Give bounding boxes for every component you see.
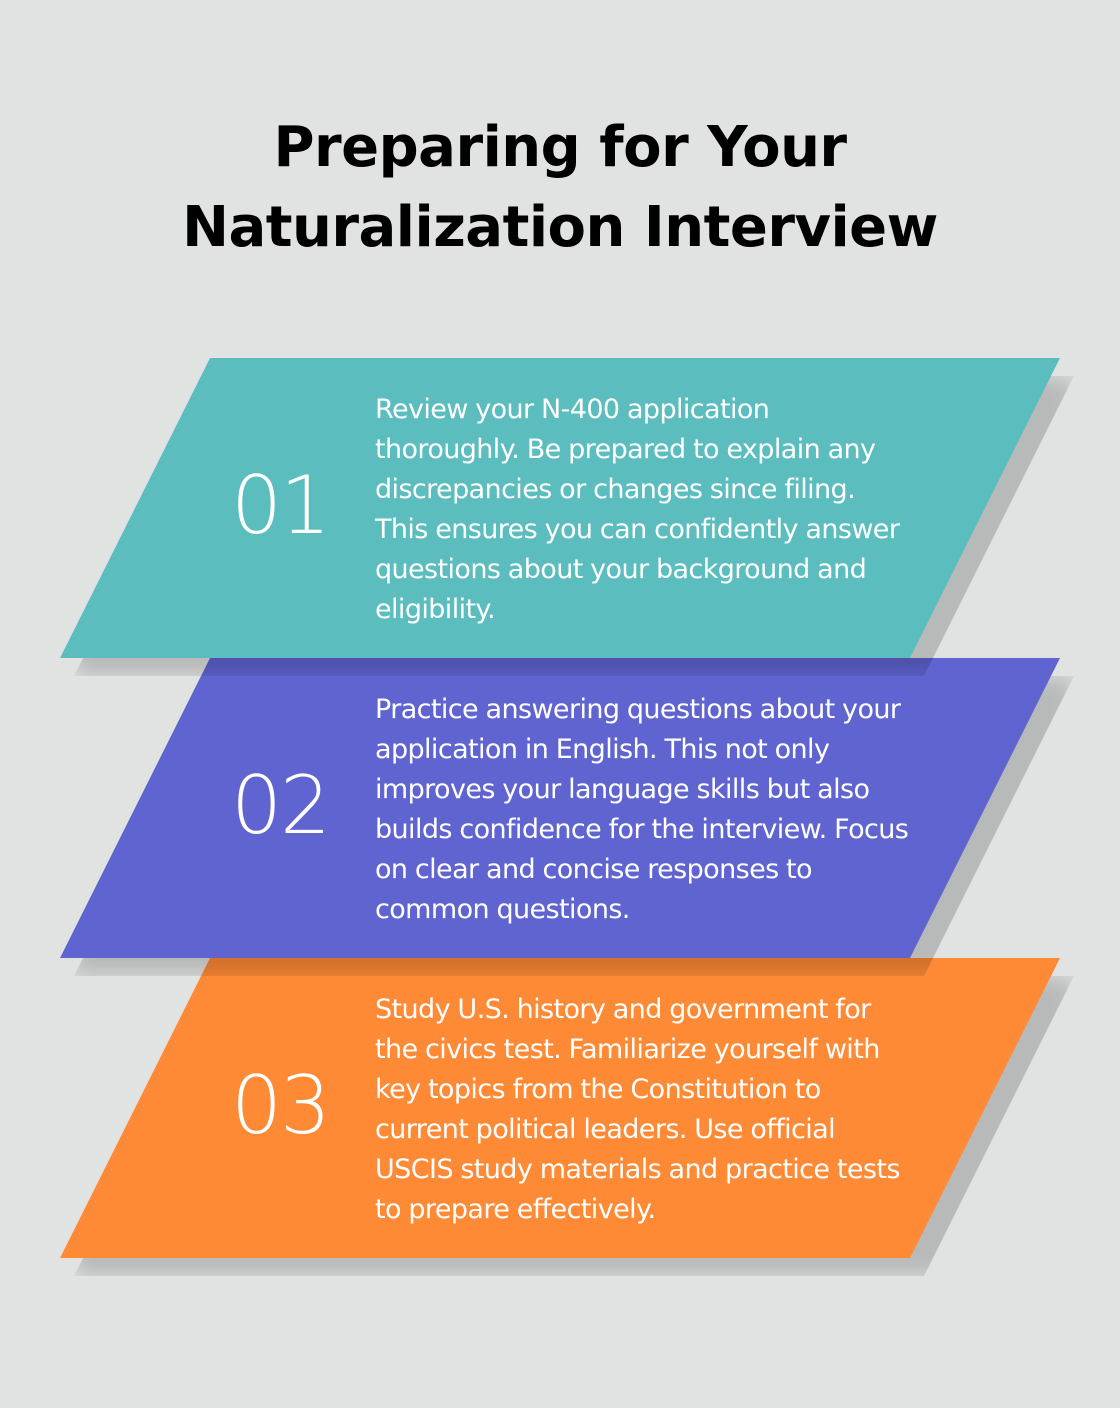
infographic-title — [0, 108, 1120, 268]
step-card-3 — [60, 958, 1060, 1258]
step-number: 02 — [231, 759, 329, 852]
step-description: Study U.S. history and government for the civics test. Familiarize yourself with key topics from the Constitution to current political leaders. Use official USCIS study materials and practice tests to prepare effectively. — [375, 994, 900, 1225]
title-line-1: Preparing for Your — [273, 115, 847, 180]
step-card-2 — [60, 658, 1060, 958]
step-number: 03 — [231, 1059, 329, 1152]
step-description: Practice answering questions about your application in English. This not only improves your language skills but also builds confidence for the interview. Focus on clear and concise responses to common questions. — [375, 694, 909, 925]
step-description: Review your N-400 application thoroughly. Be prepared to explain any discrepancies or changes since filing. This ensures you can confidently answer questions about your background and eligibility. — [375, 394, 900, 625]
step-card-1 — [60, 358, 1060, 658]
step-number: 01 — [231, 459, 329, 552]
title-line-2: Naturalization Interview — [182, 195, 938, 260]
